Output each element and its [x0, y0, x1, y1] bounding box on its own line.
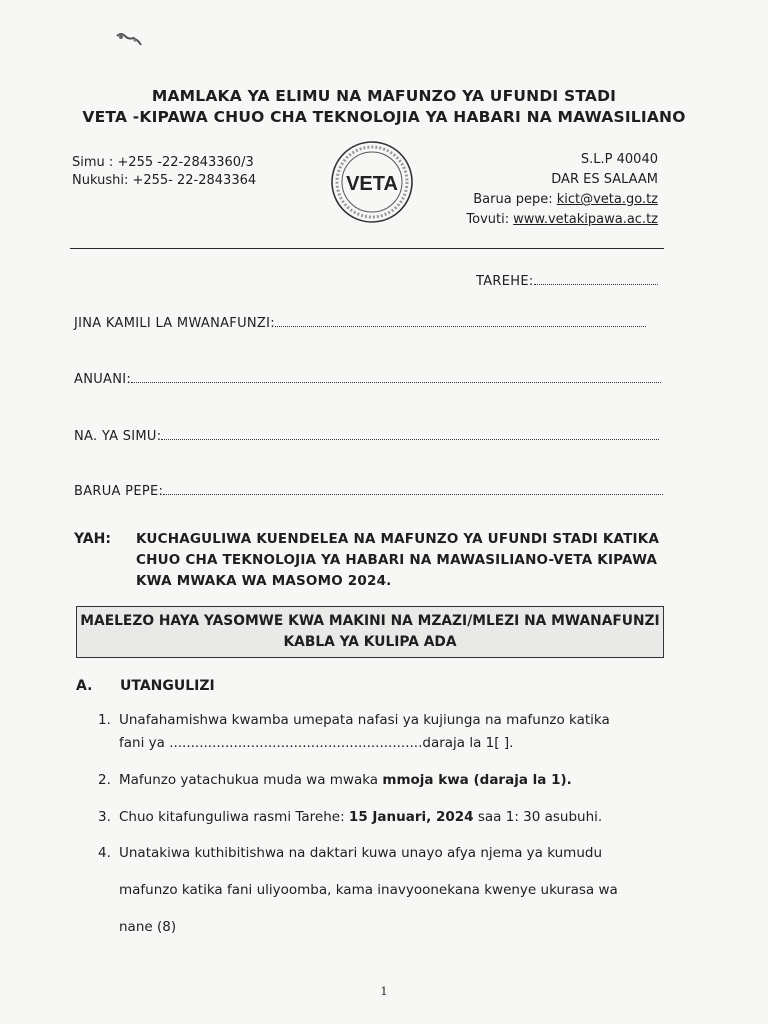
list-item [98, 806, 603, 829]
ink-smudge [115, 30, 145, 46]
header-divider [70, 248, 664, 249]
date-blank [534, 274, 658, 285]
page-number: 1 [380, 985, 388, 998]
phone-label: NA. YA SIMU: [74, 429, 162, 444]
item-text: fani ya [119, 735, 170, 751]
email-label: Barua pepe: [473, 192, 553, 207]
college-title: VETA -KIPAWA CHUO CHA TEKNOLOJIA YA HABARI NA MAWASILIANO [82, 108, 686, 126]
item-number: 1. [98, 712, 111, 728]
phone-blank [161, 429, 659, 440]
subject-text [136, 529, 659, 592]
student-name-field [74, 316, 646, 331]
date-label: TAREHE: [476, 274, 534, 289]
email-link[interactable]: kict@veta.go.tz [556, 192, 658, 207]
item-number: 2. [98, 772, 111, 788]
item-text-bold: 15 Januari, 2024 [348, 809, 474, 825]
po-box-text: S.L.P 40040 [580, 152, 658, 167]
contact-left [72, 154, 256, 190]
item-text: Mafunzo yatachukua muda wa mwaka [119, 772, 383, 788]
item-text: ...daraja la 1[ ]. [409, 735, 514, 751]
city-text: DAR ES SALAAM [551, 172, 658, 187]
section-letter: A. [76, 678, 93, 694]
subject-line: KUCHAGULIWA KUENDELEA NA MAFUNZO YA UFUNDI STADI KATIKA [136, 531, 660, 547]
item-number: 4. [98, 845, 111, 861]
address-label: ANUANI: [74, 372, 132, 387]
item-text: saa 1: 30 asubuhi. [473, 809, 603, 825]
email-blank [163, 484, 663, 495]
address-field [74, 372, 661, 387]
student-name-label: JINA KAMILI LA MWANAFUNZI: [74, 316, 275, 331]
subject-line: KWA MWAKA WA MASOMO 2024. [136, 573, 392, 589]
list-item [98, 842, 618, 935]
phone-text: Simu : +255 -22-2843360/3 [72, 155, 254, 170]
subject-label: YAH: [74, 531, 111, 547]
notice-box [76, 606, 664, 658]
item-text: Unafahamishwa kwamba umepata nafasi ya kujiunga na mafunzo katika [119, 712, 610, 728]
field-of-study-blank: ........................................................ [169, 735, 410, 751]
list-item [98, 769, 572, 792]
item-text: Chuo kitafunguliwa rasmi Tarehe: [119, 809, 349, 825]
notice-line: MAELEZO HAYA YASOMWE KWA MAKINI NA MZAZI/MLEZI NA MWANAFUNZI [80, 613, 660, 629]
student-name-blank [275, 316, 646, 327]
email-field-label: BARUA PEPE: [74, 484, 164, 499]
section-title: UTANGULIZI [120, 678, 215, 694]
website-link[interactable]: www.vetakipawa.ac.tz [513, 212, 658, 227]
contact-right [466, 150, 658, 230]
logo-text: VETA [346, 173, 398, 195]
item-text: mafunzo katika fani uliyoomba, kama inavyoonekana kwenye ukurasa wa [119, 882, 618, 898]
item-number: 3. [98, 809, 111, 825]
website-label: Tovuti: [466, 212, 510, 227]
notice-line: KABLA YA KULIPA ADA [283, 634, 457, 650]
fax-text: Nukushi: +255- 22-2843364 [72, 173, 257, 188]
email-field [74, 484, 663, 499]
list-item [98, 709, 610, 751]
date-field [476, 274, 658, 289]
item-text: nane (8) [119, 919, 177, 935]
subject-line: CHUO CHA TEKNOLOJIA YA HABARI NA MAWASILIANO-VETA KIPAWA [136, 552, 658, 568]
item-text: Unatakiwa kuthibitishwa na daktari kuwa unayo afya njema ya kumudu [119, 845, 603, 861]
address-blank [131, 372, 661, 383]
institution-title: MAMLAKA YA ELIMU NA MAFUNZO YA UFUNDI STADI [151, 87, 617, 105]
veta-seal-logo [330, 140, 414, 224]
phone-field [74, 429, 659, 444]
item-text-bold: mmoja kwa (daraja la 1). [382, 772, 572, 788]
